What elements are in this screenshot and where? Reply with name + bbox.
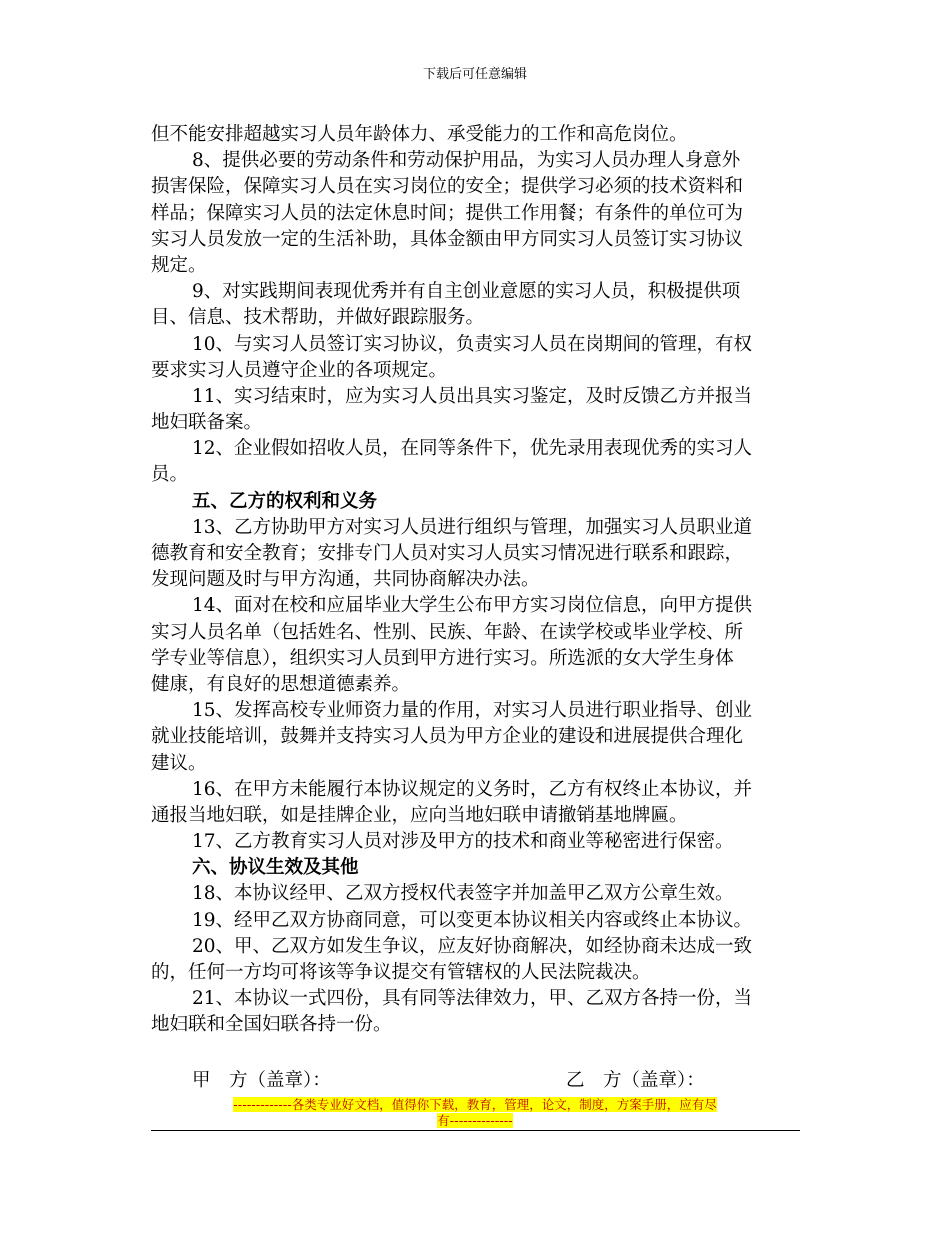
paragraph-line: 就业技能培训，鼓舞并支持实习人员为甲方企业的建设和进展提供合理化 [151, 726, 744, 748]
paragraph-line: 员。 [151, 464, 189, 486]
footer-divider [151, 1130, 800, 1131]
paragraph-line: 20、甲、乙双方如发生争议，应友好协商解决，如经协商未达成一致 [192, 935, 753, 957]
section-heading: 五、乙方的权利和义务 [192, 490, 378, 512]
paragraph-line: 德教育和安全教育；安排专门人员对实习人员实习情况进行联系和跟踪， [151, 543, 744, 564]
paragraph-line: 19、经甲乙双方协商同意，可以变更本协议相关内容或终止本协议。 [192, 909, 753, 931]
paragraph-line: 要求实习人员遵守企业的各项规定。 [151, 359, 448, 381]
paragraph-line: 17、乙方教育实习人员对涉及甲方的技术和商业等秘密进行保密。 [192, 831, 734, 853]
paragraph-line: 10、与实习人员签订实习协议，负责实习人员在岗期间的管理，有权 [192, 333, 753, 355]
footer-note-line-2: 有-------------- [437, 1113, 513, 1128]
document-body [151, 122, 803, 1039]
paragraph-line: 地妇联备案。 [151, 412, 263, 434]
paragraph-line: 9、对实践期间表现优秀并有自主创业意愿的实习人员，积极提供项 [192, 281, 741, 303]
paragraph-line: 样品；保障实习人员的法定休息时间；提供工作用餐；有条件的单位可为 [151, 202, 744, 224]
section-heading: 六、协议生效及其他 [192, 857, 359, 879]
paragraph-line: 但不能安排超越实习人员年龄体力、承受能力的工作和高危岗位。 [151, 124, 688, 145]
paragraph-line: 实习人员名单（包括姓名、性别、民族、年龄、在读学校或毕业学校、所 [151, 621, 744, 643]
paragraph-line: 12、企业假如招收人员，在同等条件下，优先录用表现优秀的实习人 [192, 438, 753, 460]
paragraph-line: 地妇联和全国妇联各持一份。 [151, 1014, 392, 1036]
signature-block [0, 1067, 950, 1095]
paragraph-line: 14、面对在校和应届毕业大学生公布甲方实习岗位信息，向甲方提供 [192, 595, 753, 617]
paragraph-line: 18、本协议经甲、乙双方授权代表签字并加盖甲乙双方公章生效。 [192, 883, 734, 905]
paragraph-line: 规定。 [151, 254, 207, 276]
paragraph-line: 的，任何一方均可将该等争议提交有管辖权的人民法院裁决。 [151, 962, 651, 983]
page-header: 下载后可任意编辑 [422, 67, 527, 82]
paragraph-line: 通报当地妇联，如是挂牌企业，应向当地妇联申请撤销基地牌匾。 [151, 804, 688, 826]
party-a-seal-label: 甲 方（盖章）： [192, 1070, 331, 1091]
paragraph-line: 目、信息、技术帮助，并做好跟踪服务。 [151, 307, 485, 329]
paragraph-line: 21、本协议一式四份，具有同等法律效力，甲、乙双方各持一份，当 [192, 988, 753, 1010]
footer-note-line-1: -------------各类专业好文档，值得你下载，教育，管理，论文，制度，方案手册，应有尽 [233, 1097, 717, 1112]
paragraph-line: 11、实习结束时，应为实习人员出具实习鉴定，及时反馈乙方并报当 [192, 385, 753, 407]
paragraph-line: 8、提供必要的劳动条件和劳动保护用品，为实习人员办理人身意外 [192, 150, 741, 172]
paragraph-line: 发现问题及时与甲方沟通，共同协商解决办法。 [151, 569, 540, 591]
paragraph-line: 健康，有良好的思想道德素养。 [151, 673, 411, 695]
paragraph-line: 损害保险，保障实习人员在实习岗位的安全；提供学习必须的技术资料和 [151, 176, 744, 198]
paragraph-line: 13、乙方协助甲方对实习人员进行组织与管理，加强实习人员职业道 [192, 516, 753, 538]
footer-promo-note [180, 1097, 770, 1129]
paragraph-line: 学专业等信息），组织实习人员到甲方进行实习。所选派的女大学生身体 [151, 647, 734, 669]
paragraph-line: 16、在甲方未能履行本协议规定的义务时，乙方有权终止本协议，并 [192, 778, 753, 800]
paragraph-line: 实习人员发放一定的生活补助，具体金额由甲方同实习人员签订实习协议 [151, 228, 744, 250]
paragraph-line: 15、发挥高校专业师资力量的作用，对实习人员进行职业指导、创业 [192, 700, 753, 722]
paragraph-line: 建议。 [151, 752, 207, 774]
party-b-seal-label: 乙 方（盖章）： [566, 1070, 705, 1091]
